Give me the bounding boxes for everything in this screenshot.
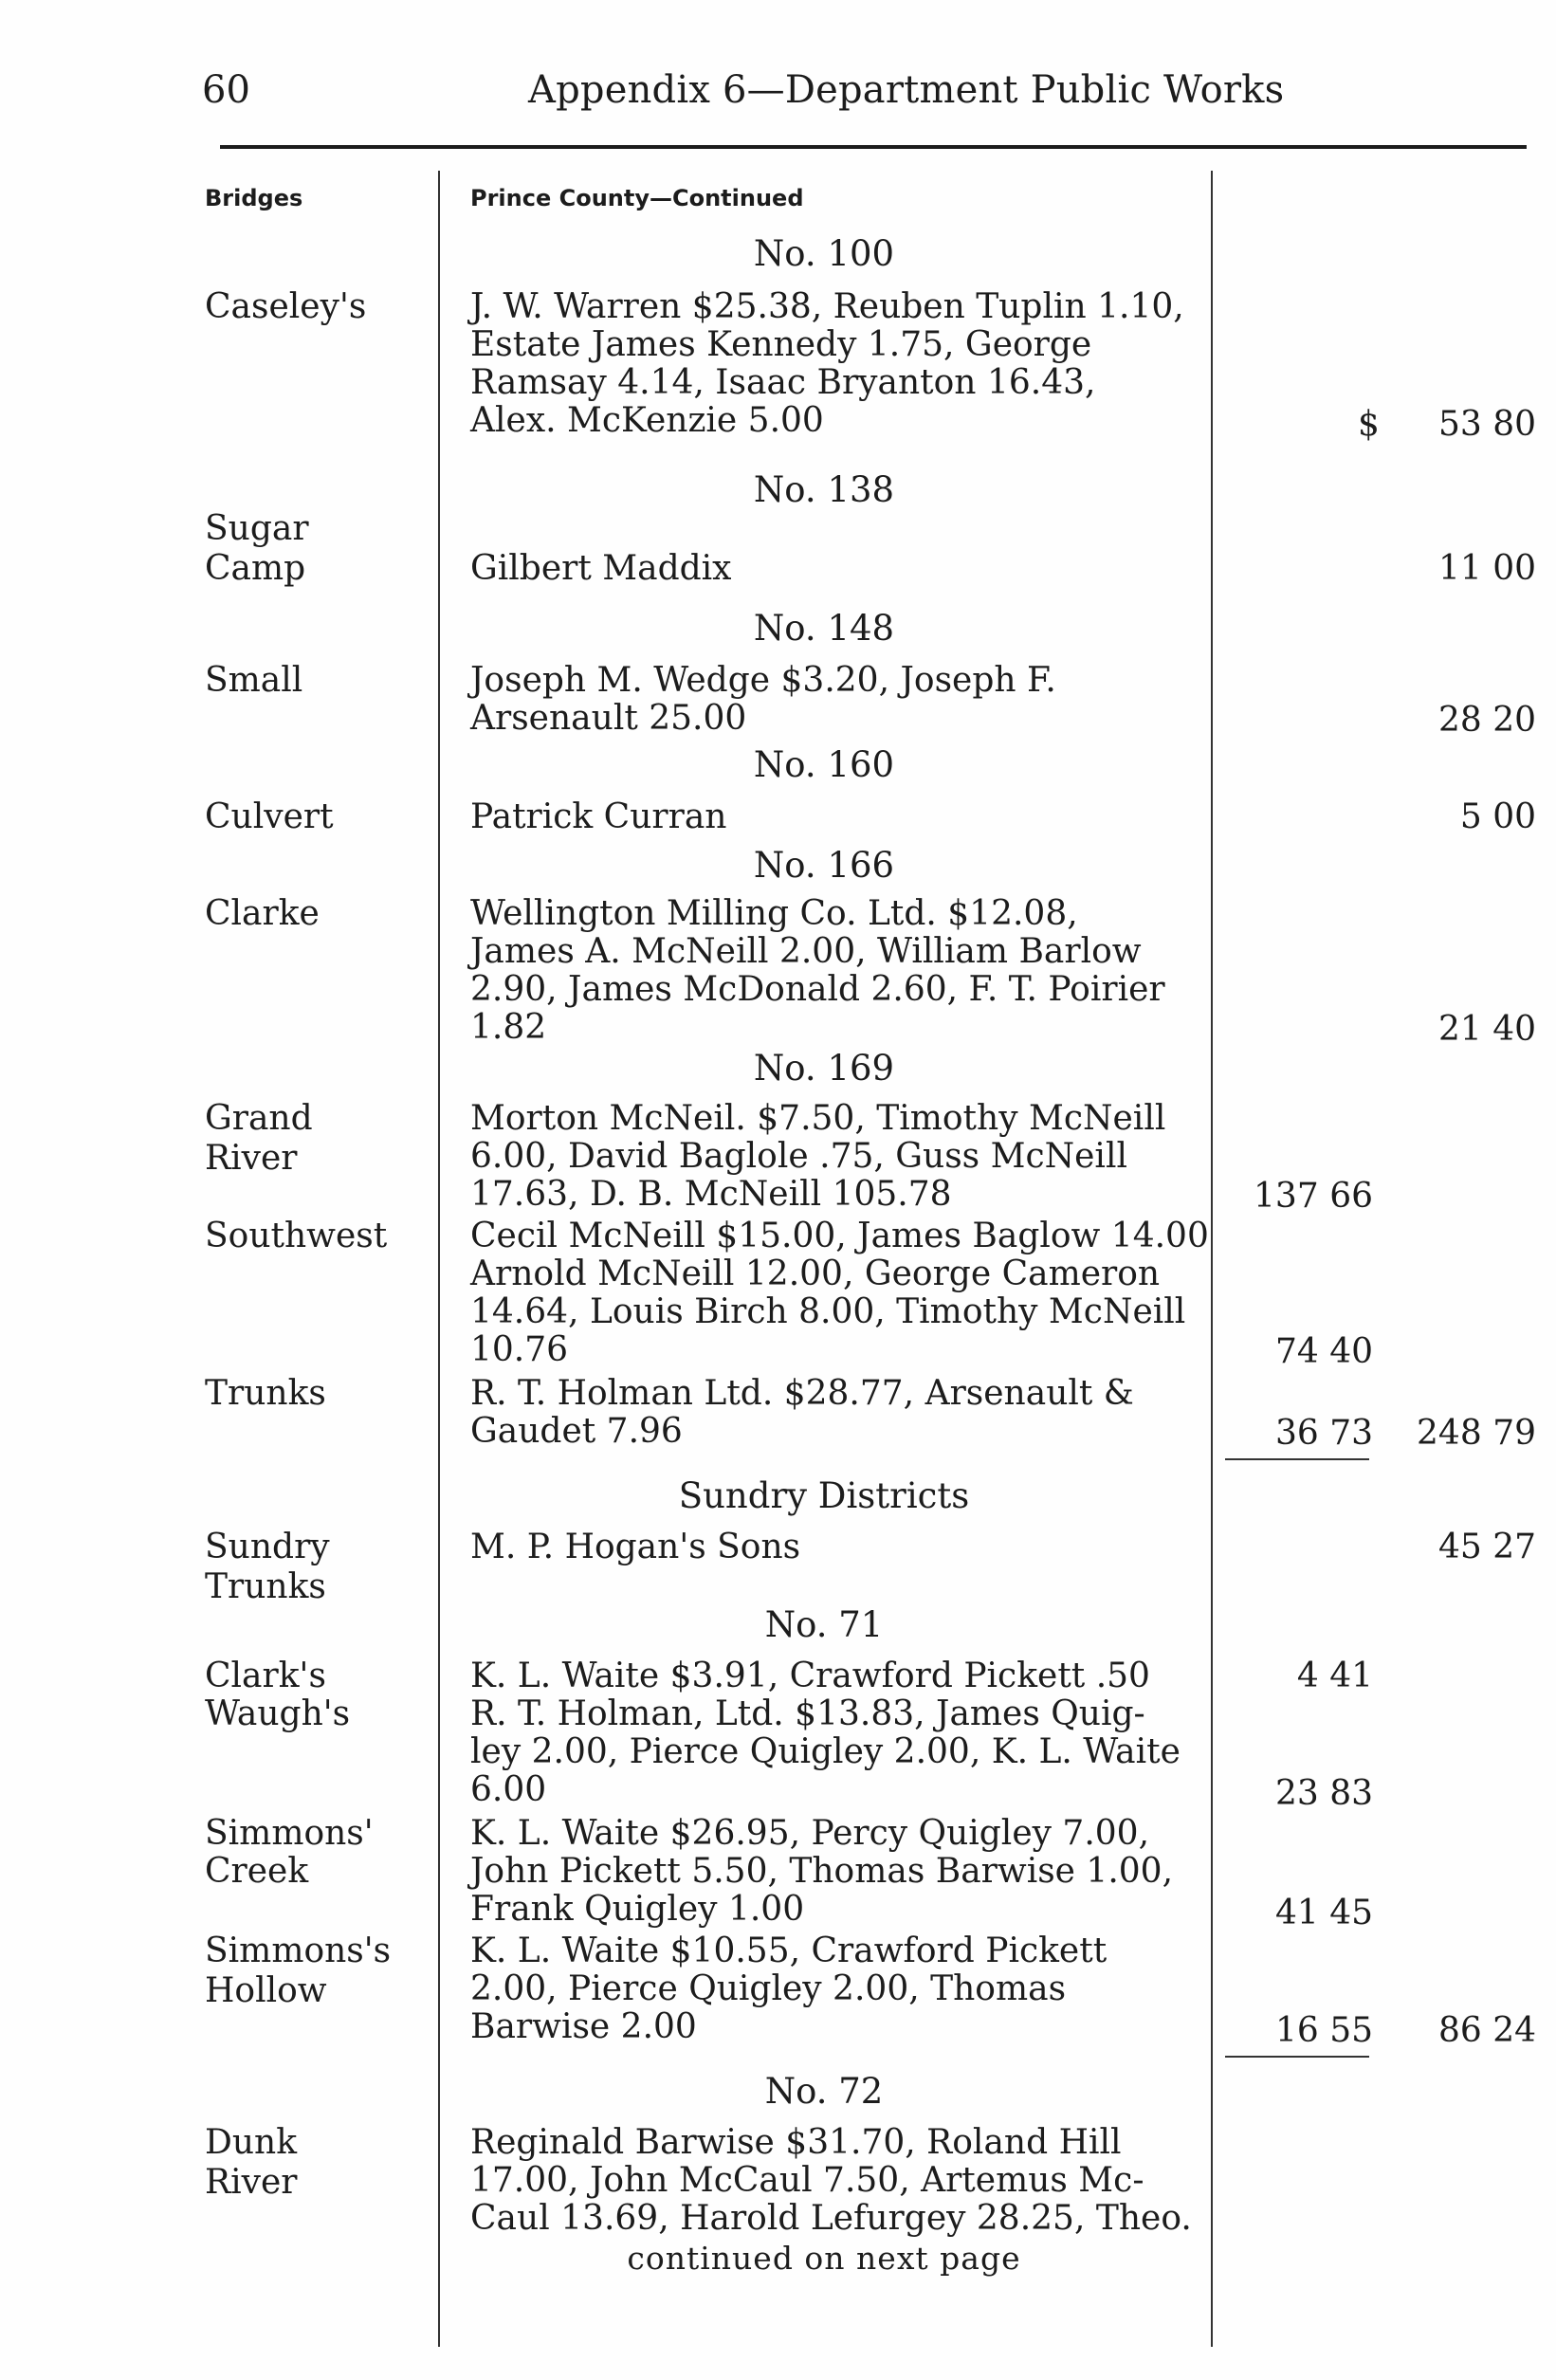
bridge-subtotal: 137 66 (1254, 1177, 1373, 1216)
payee-line: Wellington Milling Co. Ltd. $12.08, (470, 894, 1078, 933)
district-heading: No. 160 (753, 744, 895, 785)
payee-line: R. T. Holman, Ltd. $13.83, James Quig- (470, 1694, 1145, 1733)
bridge-name: Clarke (205, 894, 320, 933)
district-total: 45 27 (1437, 1528, 1536, 1566)
district-heading: No. 138 (753, 469, 895, 510)
bridge-subtotal: 16 55 (1274, 2011, 1373, 2050)
bridge-name: Caseley's (205, 287, 367, 326)
bridge-name: Small (205, 661, 303, 700)
payee-line: Barwise 2.00 (470, 2007, 697, 2046)
bridge-name: Sugar (205, 509, 309, 548)
bridge-name: Southwest (205, 1217, 388, 1255)
payee-line: Gilbert Maddix (470, 549, 732, 588)
district-heading: No. 71 (764, 1604, 884, 1645)
payee-line: Frank Quigley 1.00 (470, 1890, 805, 1929)
district-total: 21 40 (1437, 1010, 1536, 1049)
bridge-name: Grand (205, 1099, 313, 1138)
bridge-subtotal: 74 40 (1274, 1332, 1373, 1371)
section-heading: Prince County—Continued (470, 185, 804, 211)
payee-line: Caul 13.69, Harold Lefurgey 28.25, Theo. (470, 2199, 1192, 2238)
payee-line: Morton McNeil. $7.50, Timothy McNeill (470, 1099, 1166, 1138)
district-total: 86 24 (1437, 2011, 1536, 2050)
payee-line: K. L. Waite $3.91, Crawford Pickett .50 (470, 1657, 1150, 1695)
bridge-name: Trunks (205, 1374, 326, 1413)
bridge-name: River (205, 2163, 298, 2202)
payee-line: Arnold McNeill 12.00, George Cameron (470, 1254, 1161, 1293)
payee-line: J. W. Warren $25.38, Reuben Tuplin 1.10, (470, 287, 1184, 326)
district-total: 248 79 (1417, 1414, 1536, 1453)
payee-line: Alex. McKenzie 5.00 (470, 401, 824, 440)
payee-line: Patrick Curran (470, 797, 727, 836)
currency-sign: $ (1358, 405, 1380, 444)
payee-line: M. P. Hogan's Sons (470, 1528, 801, 1566)
district-total: 11 00 (1437, 549, 1536, 588)
district-heading: No. 166 (753, 845, 895, 886)
payee-line: ley 2.00, Pierce Quigley 2.00, K. L. Waite (470, 1732, 1181, 1771)
district-total: 28 20 (1437, 701, 1536, 740)
payee-line: Arsenault 25.00 (470, 699, 747, 738)
page-number: 60 (202, 68, 250, 112)
payee-line: 17.00, John McCaul 7.50, Artemus Mc- (470, 2161, 1144, 2200)
continued-note: continued on next page (627, 2240, 1021, 2277)
bridge-name: Culvert (205, 797, 334, 836)
bridge-name: Creek (205, 1852, 309, 1891)
district-heading: No. 169 (753, 1048, 895, 1089)
payee-line: James A. McNeill 2.00, William Barlow (470, 932, 1142, 971)
payee-line: Estate James Kennedy 1.75, George (470, 325, 1092, 364)
payee-line: Reginald Barwise $31.70, Roland Hill (470, 2123, 1122, 2162)
bridge-name: Camp (205, 549, 306, 588)
bridge-name: River (205, 1139, 298, 1178)
payee-line: John Pickett 5.50, Thomas Barwise 1.00, (470, 1852, 1174, 1891)
header-rule (220, 145, 1527, 149)
bridge-name: Hollow (205, 1971, 327, 2010)
bridges-column-heading: Bridges (205, 185, 303, 211)
payee-line: 6.00, David Baglole .75, Guss McNeill (470, 1137, 1127, 1176)
payee-line: 1.82 (470, 1008, 547, 1047)
payee-line: Joseph M. Wedge $3.20, Joseph F. (470, 661, 1056, 700)
payee-line: K. L. Waite $26.95, Percy Quigley 7.00, (470, 1814, 1150, 1853)
payee-line: R. T. Holman Ltd. $28.77, Arsenault & (470, 1374, 1134, 1413)
subtotal-rule (1225, 1458, 1369, 1460)
running-title: Appendix 6—Department Public Works (528, 68, 1285, 112)
district-heading: No. 72 (764, 2071, 884, 2112)
bridge-name: Simmons' (205, 1814, 374, 1853)
payee-line: 2.00, Pierce Quigley 2.00, Thomas (470, 1969, 1067, 2008)
payee-line: Cecil McNeill $15.00, James Baglow 14.00 (470, 1217, 1209, 1255)
bridge-name: Trunks (205, 1567, 326, 1606)
payee-line: 17.63, D. B. McNeill 105.78 (470, 1175, 952, 1214)
bridge-subtotal: 4 41 (1296, 1657, 1373, 1695)
payee-line: Gaudet 7.96 (470, 1412, 683, 1451)
district-heading: Sundry Districts (678, 1475, 970, 1516)
subtotal-rule (1225, 2056, 1369, 2058)
bridge-name: Simmons's (205, 1931, 392, 1970)
payee-line: 2.90, James McDonald 2.60, F. T. Poirier (470, 970, 1165, 1009)
district-heading: No. 148 (753, 608, 895, 649)
payee-line: K. L. Waite $10.55, Crawford Pickett (470, 1931, 1108, 1970)
bridge-subtotal: 36 73 (1274, 1414, 1373, 1453)
bridge-subtotal: 23 83 (1274, 1774, 1373, 1813)
payee-line: 10.76 (470, 1330, 569, 1369)
payee-line: 6.00 (470, 1770, 547, 1809)
bridge-name: Waugh's (205, 1694, 351, 1733)
bridge-name: Sundry (205, 1528, 330, 1566)
district-total: 53 80 (1437, 405, 1536, 444)
district-heading: No. 100 (753, 233, 895, 274)
payee-line: Ramsay 4.14, Isaac Bryanton 16.43, (470, 363, 1096, 402)
bridge-subtotal: 41 45 (1274, 1894, 1373, 1932)
bridge-name: Dunk (205, 2123, 298, 2162)
bridge-name: Clark's (205, 1657, 326, 1695)
payee-line: 14.64, Louis Birch 8.00, Timothy McNeill (470, 1292, 1186, 1331)
district-total: 5 00 (1459, 797, 1536, 836)
